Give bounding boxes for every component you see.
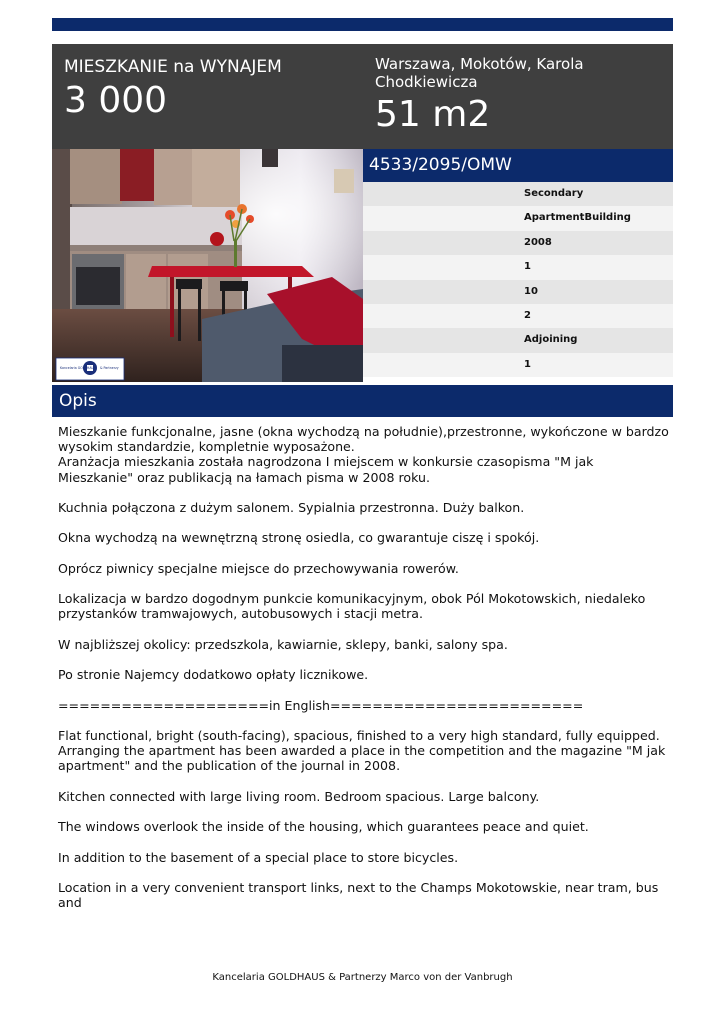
listing-photo [52,149,363,382]
description-paragraph: W najbliższej okolicy: przedszkola, kawiarnie, sklepy, banki, salony spa. [58,636,508,652]
attribute-row: 2 [363,304,673,328]
logo-text-right: & Partnerzy [100,366,119,370]
listing-location: Warszawa, Mokotów, Karola Chodkiewicza [375,55,584,91]
top-accent-bar [52,18,673,31]
header-right [375,55,665,136]
listing-area: 51 m2 [375,94,491,135]
listing-price: 3 000 [64,80,168,121]
description-paragraph: Okna wychodzą na wewnętrzną stronę osiedla, co gwarantuje ciszę i spokój. [58,530,540,546]
reference-number: 4533/2095/OMW [363,149,673,182]
header-left [64,56,359,123]
description [58,424,670,911]
description-paragraph: ====================in English======================== [58,697,584,713]
attribute-row: ApartmentBuilding [363,206,673,230]
attribute-row: 2008 [363,231,673,255]
description-paragraph: Location in a very convenient transport links, next to the Champs Mokotowskie, near tram, bus and [58,880,663,911]
listing-type: MIESZKANIE na WYNAJEM [64,57,282,77]
description-paragraph: Oprócz piwnicy specjalne miejsce do przechowywania rowerów. [58,560,459,576]
attribute-row: Adjoining [363,328,673,352]
footer: Kancelaria GOLDHAUS & Partnerzy Marco von der Vanbrugh [212,972,513,983]
attribute-row: Secondary [363,182,673,206]
attributes-table [363,182,673,377]
logo-text-left: Kancelaria GOLDHAUS [60,366,96,370]
description-paragraph: In addition to the basement of a special place to store bicycles. [58,849,459,865]
description-paragraph: Po stronie Najemcy dodatkowo opłaty licznikowe. [58,667,369,683]
description-paragraph: Lokalizacja w bardzo dogodnym punkcie komunikacyjnym, obok Pól Mokotowskich, niedaleko przystanków tramwajowych, autobusowych i stacji metra. [58,591,650,622]
description-paragraph: Mieszkanie funkcjonalne, jasne (okna wychodzą na południe),przestronne, wykończone w bardzo wysokim standardzie, kompletnie wyposażone. Aranżacja mieszkania została nagrodzona I miejscem w konkursie czasopisma "M jak Mieszkanie" oraz publikacją na łamach pisma w 2008 roku. [58,424,669,485]
description-paragraph: The windows overlook the inside of the housing, which guarantees peace and quiet. [58,819,589,835]
attribute-row: 10 [363,280,673,304]
listing-header [52,44,673,149]
attribute-row: 1 [363,255,673,279]
description-paragraph: Kuchnia połączona z dużym salonem. Sypialnia przestronna. Duży balkon. [58,500,525,516]
description-paragraph: Kitchen connected with large living room. Bedroom spacious. Large balcony. [58,788,540,804]
description-paragraph: Flat functional, bright (south-facing), spacious, finished to a very high standard, fully equipped. Arranging the apartment has been awarded a place in the competition and the magazine "M jak apartment" and the publication of the journal in 2008. [58,728,670,774]
section-title: Opis [52,385,673,417]
kitchen-photo-image [52,149,363,382]
attribute-row: 1 [363,353,673,377]
